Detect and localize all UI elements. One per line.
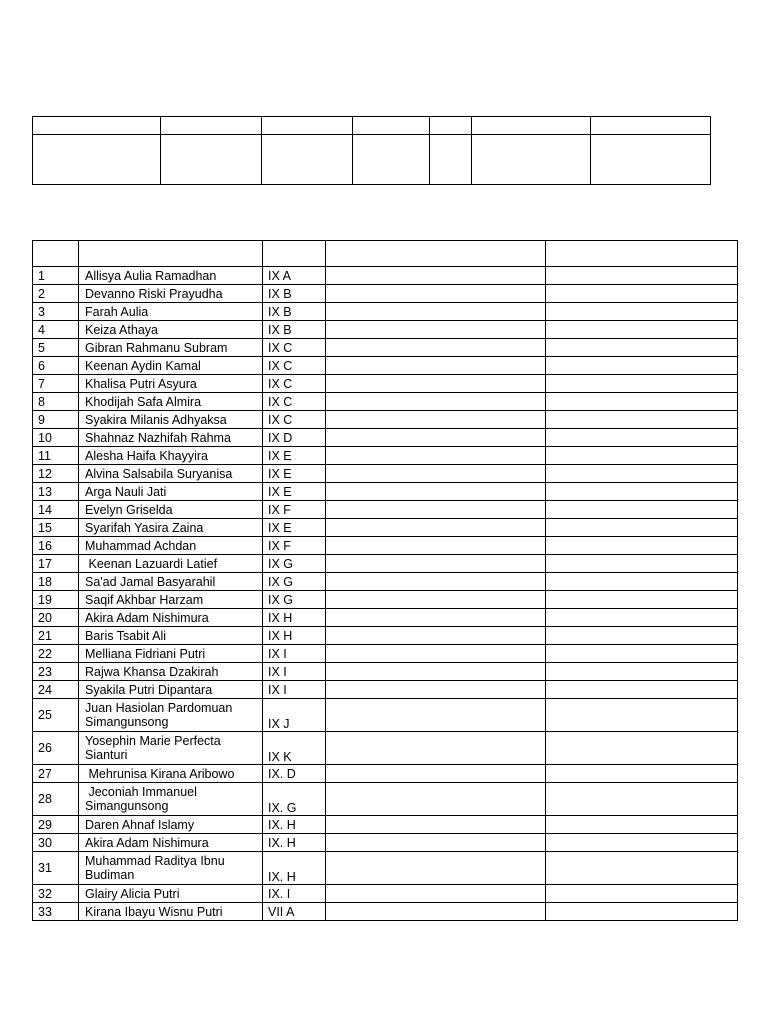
table-row bbox=[33, 699, 738, 732]
header-cell-class bbox=[263, 241, 326, 267]
row-number: 1 bbox=[33, 267, 79, 285]
empty-cell bbox=[546, 519, 738, 537]
table-row bbox=[33, 339, 738, 357]
empty-cell bbox=[326, 339, 546, 357]
row-number: 32 bbox=[33, 885, 79, 903]
table-row bbox=[33, 609, 738, 627]
table-row bbox=[33, 393, 738, 411]
empty-cell bbox=[546, 609, 738, 627]
student-name: Sa'ad Jamal Basyarahil bbox=[79, 573, 263, 591]
student-class: IX. H bbox=[263, 834, 326, 852]
student-class: IX D bbox=[263, 429, 326, 447]
row-number: 13 bbox=[33, 483, 79, 501]
student-class: IX G bbox=[263, 573, 326, 591]
empty-cell bbox=[546, 783, 738, 816]
header-value-cell bbox=[591, 135, 711, 185]
header-value-cell bbox=[430, 135, 472, 185]
student-class: IX H bbox=[263, 609, 326, 627]
empty-cell bbox=[546, 393, 738, 411]
student-class: IX C bbox=[263, 339, 326, 357]
row-number: 19 bbox=[33, 591, 79, 609]
header-value-cell bbox=[262, 135, 353, 185]
empty-cell bbox=[546, 465, 738, 483]
empty-cell bbox=[546, 699, 738, 732]
student-name: Devanno Riski Prayudha bbox=[79, 285, 263, 303]
row-number: 30 bbox=[33, 834, 79, 852]
empty-cell bbox=[326, 609, 546, 627]
student-name: Khodijah Safa Almira bbox=[79, 393, 263, 411]
header-info-value-row bbox=[33, 135, 711, 185]
header-cell-extra-2 bbox=[546, 241, 738, 267]
student-name: Keenan Lazuardi Latief bbox=[79, 555, 263, 573]
empty-cell bbox=[326, 465, 546, 483]
header-cell-extra-1 bbox=[326, 241, 546, 267]
empty-cell bbox=[546, 903, 738, 921]
empty-cell bbox=[546, 732, 738, 765]
student-class: IX F bbox=[263, 501, 326, 519]
table-row bbox=[33, 357, 738, 375]
student-name: Syakira Milanis Adhyaksa bbox=[79, 411, 263, 429]
student-name: Muhammad Achdan bbox=[79, 537, 263, 555]
row-number: 2 bbox=[33, 285, 79, 303]
student-class: IX B bbox=[263, 285, 326, 303]
row-number: 11 bbox=[33, 447, 79, 465]
table-row bbox=[33, 834, 738, 852]
student-name: Syakila Putri Dipantara bbox=[79, 681, 263, 699]
empty-cell bbox=[326, 903, 546, 921]
table-row bbox=[33, 816, 738, 834]
table-row bbox=[33, 285, 738, 303]
header-value-cell bbox=[161, 135, 262, 185]
empty-cell bbox=[546, 483, 738, 501]
empty-cell bbox=[326, 357, 546, 375]
student-name: Melliana Fidriani Putri bbox=[79, 645, 263, 663]
table-row bbox=[33, 555, 738, 573]
student-name: Syarifah Yasira Zaina bbox=[79, 519, 263, 537]
empty-cell bbox=[326, 645, 546, 663]
student-class: IX I bbox=[263, 681, 326, 699]
table-header-row bbox=[33, 241, 738, 267]
row-number: 6 bbox=[33, 357, 79, 375]
student-class: IX C bbox=[263, 357, 326, 375]
student-class: IX C bbox=[263, 393, 326, 411]
student-name: Akira Adam Nishimura bbox=[79, 834, 263, 852]
student-name: Muhammad Raditya Ibnu Budiman bbox=[79, 852, 263, 885]
row-number: 27 bbox=[33, 765, 79, 783]
header-info-label-row bbox=[33, 117, 711, 135]
empty-cell bbox=[546, 501, 738, 519]
empty-cell bbox=[326, 501, 546, 519]
student-class: IX E bbox=[263, 465, 326, 483]
header-cell-name bbox=[79, 241, 263, 267]
row-number: 29 bbox=[33, 816, 79, 834]
student-class: IX. I bbox=[263, 885, 326, 903]
row-number: 28 bbox=[33, 783, 79, 816]
student-name: Keiza Athaya bbox=[79, 321, 263, 339]
row-number: 21 bbox=[33, 627, 79, 645]
empty-cell bbox=[326, 267, 546, 285]
empty-cell bbox=[546, 375, 738, 393]
empty-cell bbox=[546, 663, 738, 681]
student-class: IX H bbox=[263, 627, 326, 645]
table-row bbox=[33, 411, 738, 429]
row-number: 26 bbox=[33, 732, 79, 765]
student-class: IX J bbox=[263, 699, 326, 732]
empty-cell bbox=[546, 285, 738, 303]
student-class: VII A bbox=[263, 903, 326, 921]
table-row bbox=[33, 573, 738, 591]
row-number: 5 bbox=[33, 339, 79, 357]
empty-cell bbox=[546, 411, 738, 429]
empty-cell bbox=[326, 411, 546, 429]
table-row bbox=[33, 783, 738, 816]
row-number: 10 bbox=[33, 429, 79, 447]
empty-cell bbox=[546, 303, 738, 321]
table-row bbox=[33, 483, 738, 501]
student-name: Jeconiah Immanuel Simangunsong bbox=[79, 783, 263, 816]
table-row bbox=[33, 885, 738, 903]
student-class: IX A bbox=[263, 267, 326, 285]
row-number: 12 bbox=[33, 465, 79, 483]
header-value-cell bbox=[472, 135, 591, 185]
student-name: Rajwa Khansa Dzakirah bbox=[79, 663, 263, 681]
empty-cell bbox=[546, 885, 738, 903]
student-name: Gibran Rahmanu Subram bbox=[79, 339, 263, 357]
empty-cell bbox=[546, 357, 738, 375]
table-row bbox=[33, 303, 738, 321]
row-number: 20 bbox=[33, 609, 79, 627]
table-row bbox=[33, 447, 738, 465]
empty-cell bbox=[326, 765, 546, 783]
header-cell bbox=[262, 117, 353, 135]
student-class: IX E bbox=[263, 483, 326, 501]
header-cell bbox=[161, 117, 262, 135]
row-number: 22 bbox=[33, 645, 79, 663]
table-row bbox=[33, 321, 738, 339]
row-number: 4 bbox=[33, 321, 79, 339]
student-name: Mehrunisa Kirana Aribowo bbox=[79, 765, 263, 783]
empty-cell bbox=[326, 834, 546, 852]
row-number: 16 bbox=[33, 537, 79, 555]
empty-cell bbox=[326, 699, 546, 732]
student-name: Alesha Haifa Khayyira bbox=[79, 447, 263, 465]
student-class: IX C bbox=[263, 411, 326, 429]
row-number: 33 bbox=[33, 903, 79, 921]
row-number: 7 bbox=[33, 375, 79, 393]
header-cell bbox=[430, 117, 472, 135]
empty-cell bbox=[326, 783, 546, 816]
header-cell bbox=[33, 117, 161, 135]
table-row bbox=[33, 375, 738, 393]
student-name: Shahnaz Nazhifah Rahma bbox=[79, 429, 263, 447]
student-class: IX G bbox=[263, 591, 326, 609]
empty-cell bbox=[326, 555, 546, 573]
empty-cell bbox=[326, 429, 546, 447]
empty-cell bbox=[326, 285, 546, 303]
empty-cell bbox=[326, 375, 546, 393]
student-name: Glairy Alicia Putri bbox=[79, 885, 263, 903]
student-name: Juan Hasiolan Pardomuan Simangunsong bbox=[79, 699, 263, 732]
student-name: Farah Aulia bbox=[79, 303, 263, 321]
student-class: IX G bbox=[263, 555, 326, 573]
student-class: IX B bbox=[263, 321, 326, 339]
student-class: IX K bbox=[263, 732, 326, 765]
student-class: IX B bbox=[263, 303, 326, 321]
student-name: Daren Ahnaf Islamy bbox=[79, 816, 263, 834]
header-cell bbox=[591, 117, 711, 135]
student-class: IX. H bbox=[263, 852, 326, 885]
table-row bbox=[33, 903, 738, 921]
empty-cell bbox=[326, 393, 546, 411]
empty-cell bbox=[546, 537, 738, 555]
empty-cell bbox=[326, 852, 546, 885]
table-row bbox=[33, 852, 738, 885]
table-row bbox=[33, 591, 738, 609]
empty-cell bbox=[326, 573, 546, 591]
row-number: 25 bbox=[33, 699, 79, 732]
empty-cell bbox=[546, 645, 738, 663]
student-name: Saqif Akhbar Harzam bbox=[79, 591, 263, 609]
empty-cell bbox=[546, 627, 738, 645]
row-number: 8 bbox=[33, 393, 79, 411]
student-class: IX I bbox=[263, 663, 326, 681]
empty-cell bbox=[546, 816, 738, 834]
empty-cell bbox=[546, 834, 738, 852]
empty-cell bbox=[546, 339, 738, 357]
table-row bbox=[33, 501, 738, 519]
empty-cell bbox=[326, 732, 546, 765]
student-class: IX I bbox=[263, 645, 326, 663]
row-number: 24 bbox=[33, 681, 79, 699]
empty-cell bbox=[546, 555, 738, 573]
empty-cell bbox=[546, 267, 738, 285]
empty-cell bbox=[326, 885, 546, 903]
header-cell bbox=[353, 117, 430, 135]
student-name: Evelyn Griselda bbox=[79, 501, 263, 519]
student-class: IX. D bbox=[263, 765, 326, 783]
empty-cell bbox=[546, 852, 738, 885]
student-name: Keenan Aydin Kamal bbox=[79, 357, 263, 375]
student-list-table bbox=[32, 240, 738, 921]
empty-cell bbox=[546, 573, 738, 591]
table-row bbox=[33, 663, 738, 681]
row-number: 31 bbox=[33, 852, 79, 885]
student-name: Khalisa Putri Asyura bbox=[79, 375, 263, 393]
header-cell-no bbox=[33, 241, 79, 267]
table-row bbox=[33, 681, 738, 699]
table-row bbox=[33, 765, 738, 783]
student-class: IX F bbox=[263, 537, 326, 555]
empty-cell bbox=[326, 591, 546, 609]
student-name: Baris Tsabit Ali bbox=[79, 627, 263, 645]
row-number: 15 bbox=[33, 519, 79, 537]
row-number: 18 bbox=[33, 573, 79, 591]
empty-cell bbox=[326, 816, 546, 834]
empty-cell bbox=[546, 321, 738, 339]
empty-cell bbox=[326, 303, 546, 321]
row-number: 23 bbox=[33, 663, 79, 681]
student-class: IX C bbox=[263, 375, 326, 393]
student-name: Arga Nauli Jati bbox=[79, 483, 263, 501]
student-class: IX. G bbox=[263, 783, 326, 816]
student-name: Yosephin Marie Perfecta Sianturi bbox=[79, 732, 263, 765]
empty-cell bbox=[326, 447, 546, 465]
empty-cell bbox=[326, 483, 546, 501]
student-name: Allisya Aulia Ramadhan bbox=[79, 267, 263, 285]
table-row bbox=[33, 732, 738, 765]
empty-cell bbox=[546, 447, 738, 465]
empty-cell bbox=[326, 663, 546, 681]
table-row bbox=[33, 519, 738, 537]
header-cell bbox=[472, 117, 591, 135]
table-row bbox=[33, 645, 738, 663]
table-row bbox=[33, 627, 738, 645]
student-name: Akira Adam Nishimura bbox=[79, 609, 263, 627]
empty-cell bbox=[546, 429, 738, 447]
row-number: 9 bbox=[33, 411, 79, 429]
empty-cell bbox=[326, 537, 546, 555]
table-row bbox=[33, 465, 738, 483]
row-number: 14 bbox=[33, 501, 79, 519]
student-name: Kirana Ibayu Wisnu Putri bbox=[79, 903, 263, 921]
empty-cell bbox=[546, 681, 738, 699]
student-class: IX E bbox=[263, 519, 326, 537]
table-row bbox=[33, 429, 738, 447]
empty-cell bbox=[326, 627, 546, 645]
student-class: IX. H bbox=[263, 816, 326, 834]
student-name: Alvina Salsabila Suryanisa bbox=[79, 465, 263, 483]
table-row bbox=[33, 267, 738, 285]
empty-cell bbox=[546, 591, 738, 609]
table-row bbox=[33, 537, 738, 555]
student-class: IX E bbox=[263, 447, 326, 465]
empty-cell bbox=[326, 519, 546, 537]
empty-cell bbox=[326, 321, 546, 339]
header-value-cell bbox=[353, 135, 430, 185]
header-value-cell bbox=[33, 135, 161, 185]
empty-cell bbox=[326, 681, 546, 699]
row-number: 17 bbox=[33, 555, 79, 573]
row-number: 3 bbox=[33, 303, 79, 321]
empty-cell bbox=[546, 765, 738, 783]
header-info-table bbox=[32, 116, 711, 185]
